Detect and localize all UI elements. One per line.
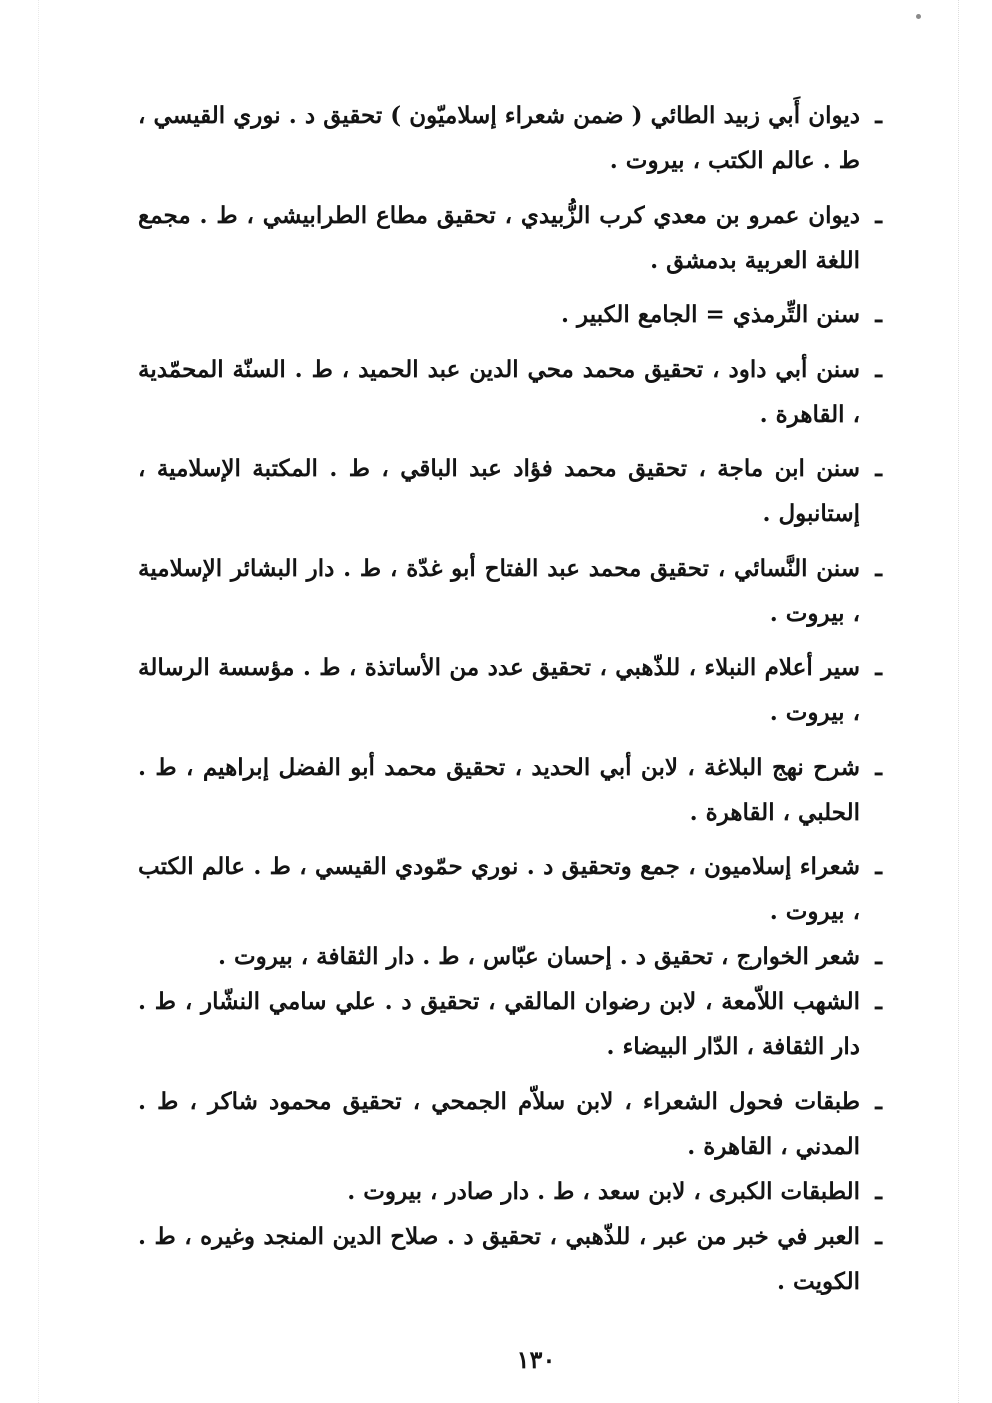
entry-text: طبقات فحول الشعراء ، لابن سلاّم الجمحي ، تحقيق محمود شاكر ، ط . المدني ، القاهرة . [138,1087,860,1160]
bibliography-entry [138,546,882,636]
bibliography-entry [138,745,882,835]
entry-dash: ـ [875,988,882,1015]
bibliography-entry [138,1079,882,1169]
entry-dash: ـ [875,201,882,229]
entry-text: شعراء إسلاميون ، جمع وتحقيق د . نوري حمّودي القيسي ، ط . عالم الكتب ، بيروت . [138,853,860,925]
bibliography-entry [138,93,882,183]
entry-dash: ـ [875,943,882,970]
entry-text: ديوان عمرو بن معدي كرب الزُّبيدي ، تحقيق مطاع الطرابيشي ، ط . مجمع اللغة العربية بدمشق . [138,201,860,274]
bibliography-entry [138,844,882,934]
entry-text: ديوان أَبي زبيد الطائي ( ضمن شعراء إسلاميّون ) تحقيق د . نوري القيسي ، ط . عالم الكتب ، بيروت . [138,102,860,174]
scan-edge-left [38,0,40,1403]
bibliography-entry [138,979,882,1069]
entry-dash: ـ [875,355,882,383]
bibliography-entry [138,1214,882,1304]
entry-text: سنن النَّسائي ، تحقيق محمد عبد الفتاح أبو غدّة ، ط . دار البشائر الإسلامية ، بيروت . [138,554,860,627]
entry-text: سنن ابن ماجة ، تحقيق محمد فؤاد عبد الباقي ، ط . المكتبة الإسلامية ، إستانبول . [138,455,860,527]
page-number: ١٣٠ [516,1345,556,1374]
entry-dash: ـ [875,1177,882,1205]
entry-text: العبر في خبر من عبر ، للذّهبي ، تحقيق د . صلاح الدين المنجد وغيره ، ط . الكويت . [138,1222,860,1295]
entry-text: سنن أبي داود ، تحقيق محمد محي الدين عبد الحميد ، ط . السنّة المحمّدية ، القاهرة . [138,355,860,428]
bibliography-entry [138,347,882,437]
entry-text: شعر الخوارج ، تحقيق د . إحسان عبّاس ، ط . دار الثقافة ، بيروت . [217,943,860,970]
scan-edge-right [958,0,960,1403]
entry-dash: ـ [875,455,882,482]
entry-dash: ـ [875,102,882,129]
bibliography-entry [138,1169,882,1214]
entry-text: الشهب اللاّمعة ، لابن رضوان المالقي ، تحقيق د . علي سامي النشّار ، ط . دار الثقافة ، الدّار البيضاء . [138,988,860,1060]
entry-dash: ـ [875,753,882,781]
bibliography-entry [138,292,882,337]
entry-text: سنن التِّرمذي = الجامع الكبير . [561,301,860,328]
entry-dash: ـ [875,1222,882,1250]
entry-dash: ـ [875,301,882,328]
bibliography-entry [138,193,882,283]
bibliography-list [138,93,882,1304]
entry-text: الطبقات الكبرى ، لابن سعد ، ط . دار صادر ، بيروت . [347,1177,860,1205]
bibliography-entry [138,645,882,735]
entry-dash: ـ [875,1087,882,1115]
entry-text: سير أعلام النبلاء ، للذّهبي ، تحقيق عدد من الأساتذة ، ط . مؤسسة الرسالة ، بيروت . [138,654,861,726]
entry-dash: ـ [875,853,882,880]
bibliography-entry [138,934,882,979]
entry-dash: ـ [875,654,882,681]
entry-dash: ـ [875,554,882,582]
bibliography-entry [138,446,882,536]
scan-speck [916,14,921,19]
entry-text: شرح نهج البلاغة ، لابن أبي الحديد ، تحقيق محمد أبو الفضل إبراهيم ، ط . الحلبي ، القاهرة . [138,753,860,826]
